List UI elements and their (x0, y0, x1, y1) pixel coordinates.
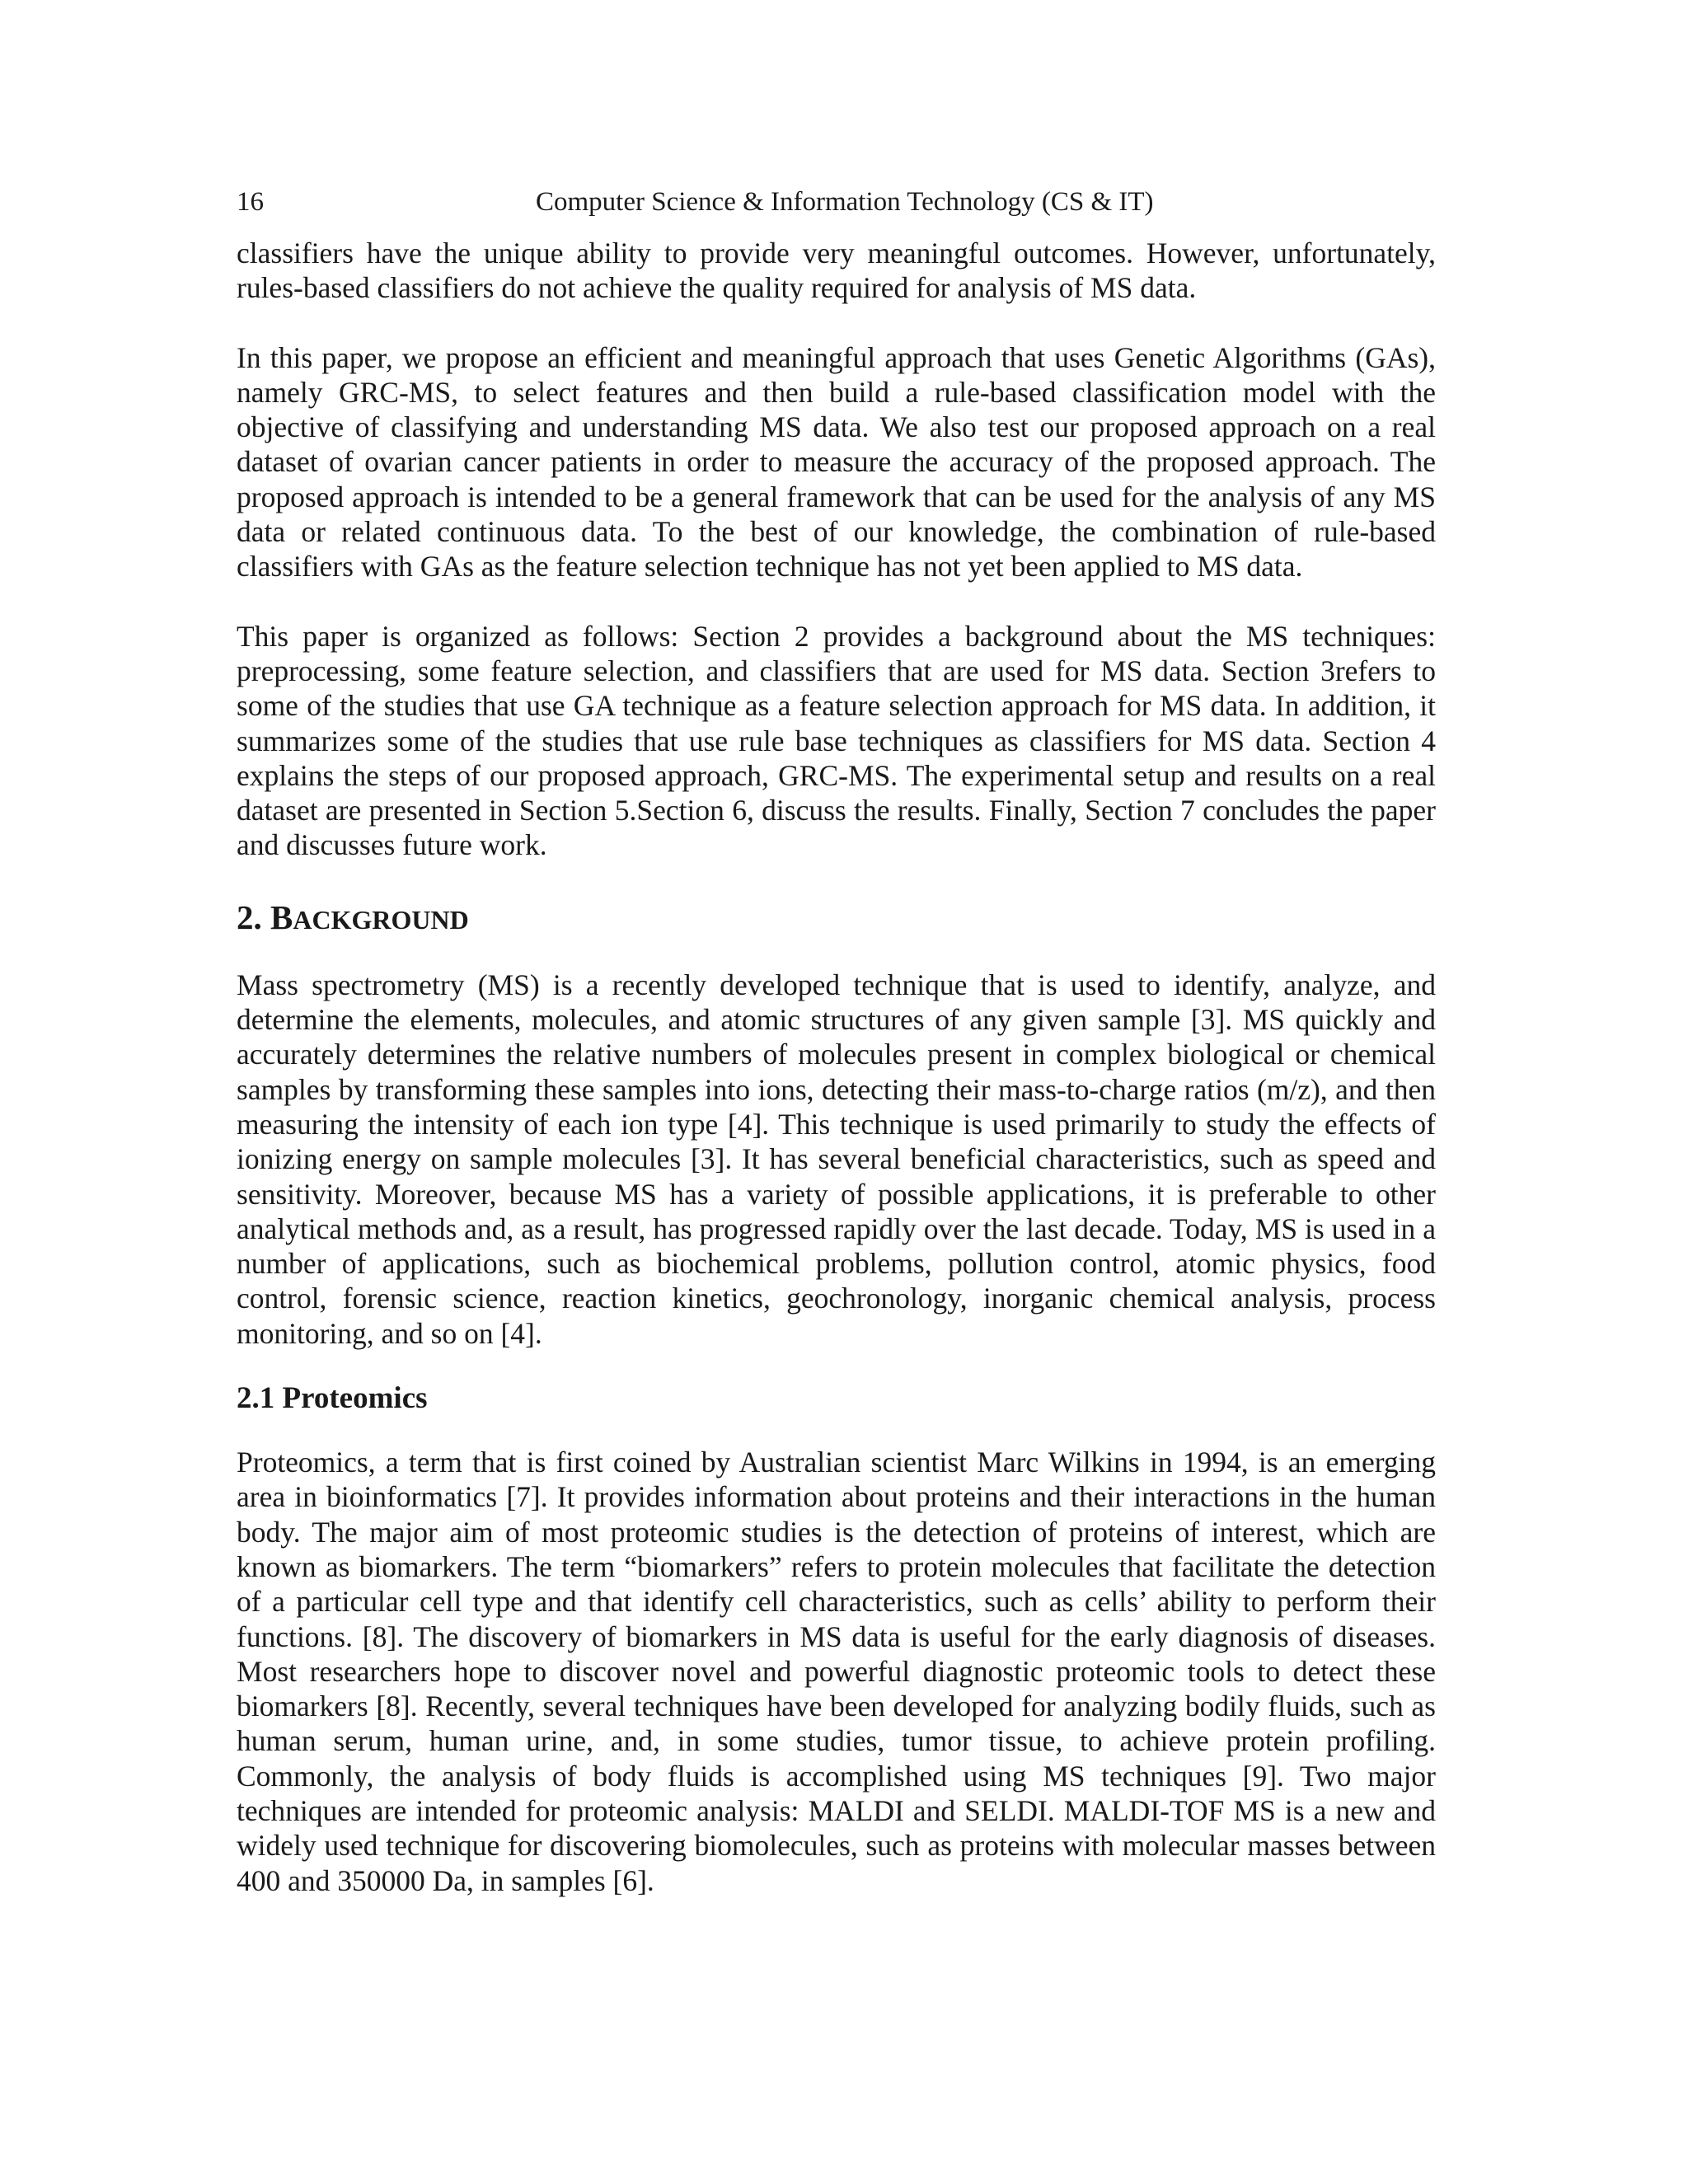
journal-title: Computer Science & Information Technology (CS & IT) (536, 187, 1154, 217)
subsection-heading-proteomics: 2.1 Proteomics (237, 1381, 428, 1416)
proteomics-paragraph: Proteomics, a term that is first coined by Australian scientist Marc Wilkins in 1994, is an emerging area in bioinformatics [7]. It provides information about proteins and their interactions in the human body. The major aim of most proteomic studies is the detection of proteins of interest, which are known as biomarkers. The term “biomarkers” refers to protein molecules that facilitate the detection of a particular cell type and that identify cell characteristics, such as cells’ ability to perform their functions. [8]. The discovery of biomarkers in MS data is useful for the early diagnosis of diseases. Most researchers hope to discover novel and powerful diagnostic proteomic tools to detect these biomarkers [8]. Recently, several techniques have been developed for analyzing bodily fluids, such as human serum, human urine, and, in some studies, tumor tissue, to achieve protein profiling. Commonly, the analysis of body fluids is accomplished using MS techniques [9]. Two major techniques are intended for proteomic analysis: MALDI and SELDI. MALDI-TOF MS is a new and widely used technique for discovering biomolecules, such as proteins with molecular masses between 400 and 350000 Da, in samples [6]. (237, 1446, 1436, 1897)
section-title-rest: ACKGROUND (293, 904, 469, 935)
section-heading-background (237, 898, 1436, 940)
section-number: 2. (237, 898, 270, 936)
intro-paragraph-1: classifiers have the unique ability to provide very meaningful outcomes. However, unfortunately, rules-based classifiers do not achieve the quality required for analysis of MS data. (237, 237, 1436, 305)
page-number: 16 (237, 187, 264, 217)
intro-paragraph-2: In this paper, we propose an efficient and meaningful approach that uses Genetic Algorithms (GAs), namely GRC-MS, to select features and then build a rule-based classification model with the objective of classifying and understanding MS data. We also test our proposed approach on a real dataset of ovarian cancer patients in order to measure the accuracy of the proposed approach. The proposed approach is intended to be a general framework that can be used for the analysis of any MS data or related continuous data. To the best of our knowledge, the combination of rule-based classifiers with GAs as the feature selection technique has not yet been applied to MS data. (237, 340, 1436, 583)
running-header (237, 183, 1436, 221)
section-title-initial: B (270, 898, 293, 936)
background-paragraph: Mass spectrometry (MS) is a recently developed technique that is used to identify, analyze, and determine the elements, molecules, and atomic structures of any given sample [3]. MS quickly and accurately determines the relative numbers of molecules present in complex biological or chemical samples by transforming these samples into ions, detecting their mass-to-charge ratios (m/z), and then measuring the intensity of each ion type [4]. This technique is used primarily to study the effects of ionizing energy on sample molecules [3]. It has several beneficial characteristics, such as speed and sensitivity. Moreover, because MS has a variety of possible applications, it is preferable to other analytical methods and, as a result, has progressed rapidly over the last decade. Today, MS is used in a number of applications, such as biochemical problems, pollution control, atomic physics, food control, forensic science, reaction kinetics, geochronology, inorganic chemical analysis, process monitoring, and so on [4]. (237, 968, 1436, 1350)
page-body (237, 183, 1436, 1898)
intro-paragraph-3: This paper is organized as follows: Section 2 provides a background about the MS techniques: preprocessing, some feature selection, and classifiers that are used for MS data. Section 3refers to some of the studies that use GA technique as a feature selection approach for MS data. In addition, it summarizes some of the studies that use rule base techniques as classifiers for MS data. Section 4 explains the steps of our proposed approach, GRC-MS. The experimental setup and results on a real dataset are presented in Section 5.Section 6, discuss the results. Finally, Section 7 concludes the paper and discusses future work. (237, 619, 1436, 862)
